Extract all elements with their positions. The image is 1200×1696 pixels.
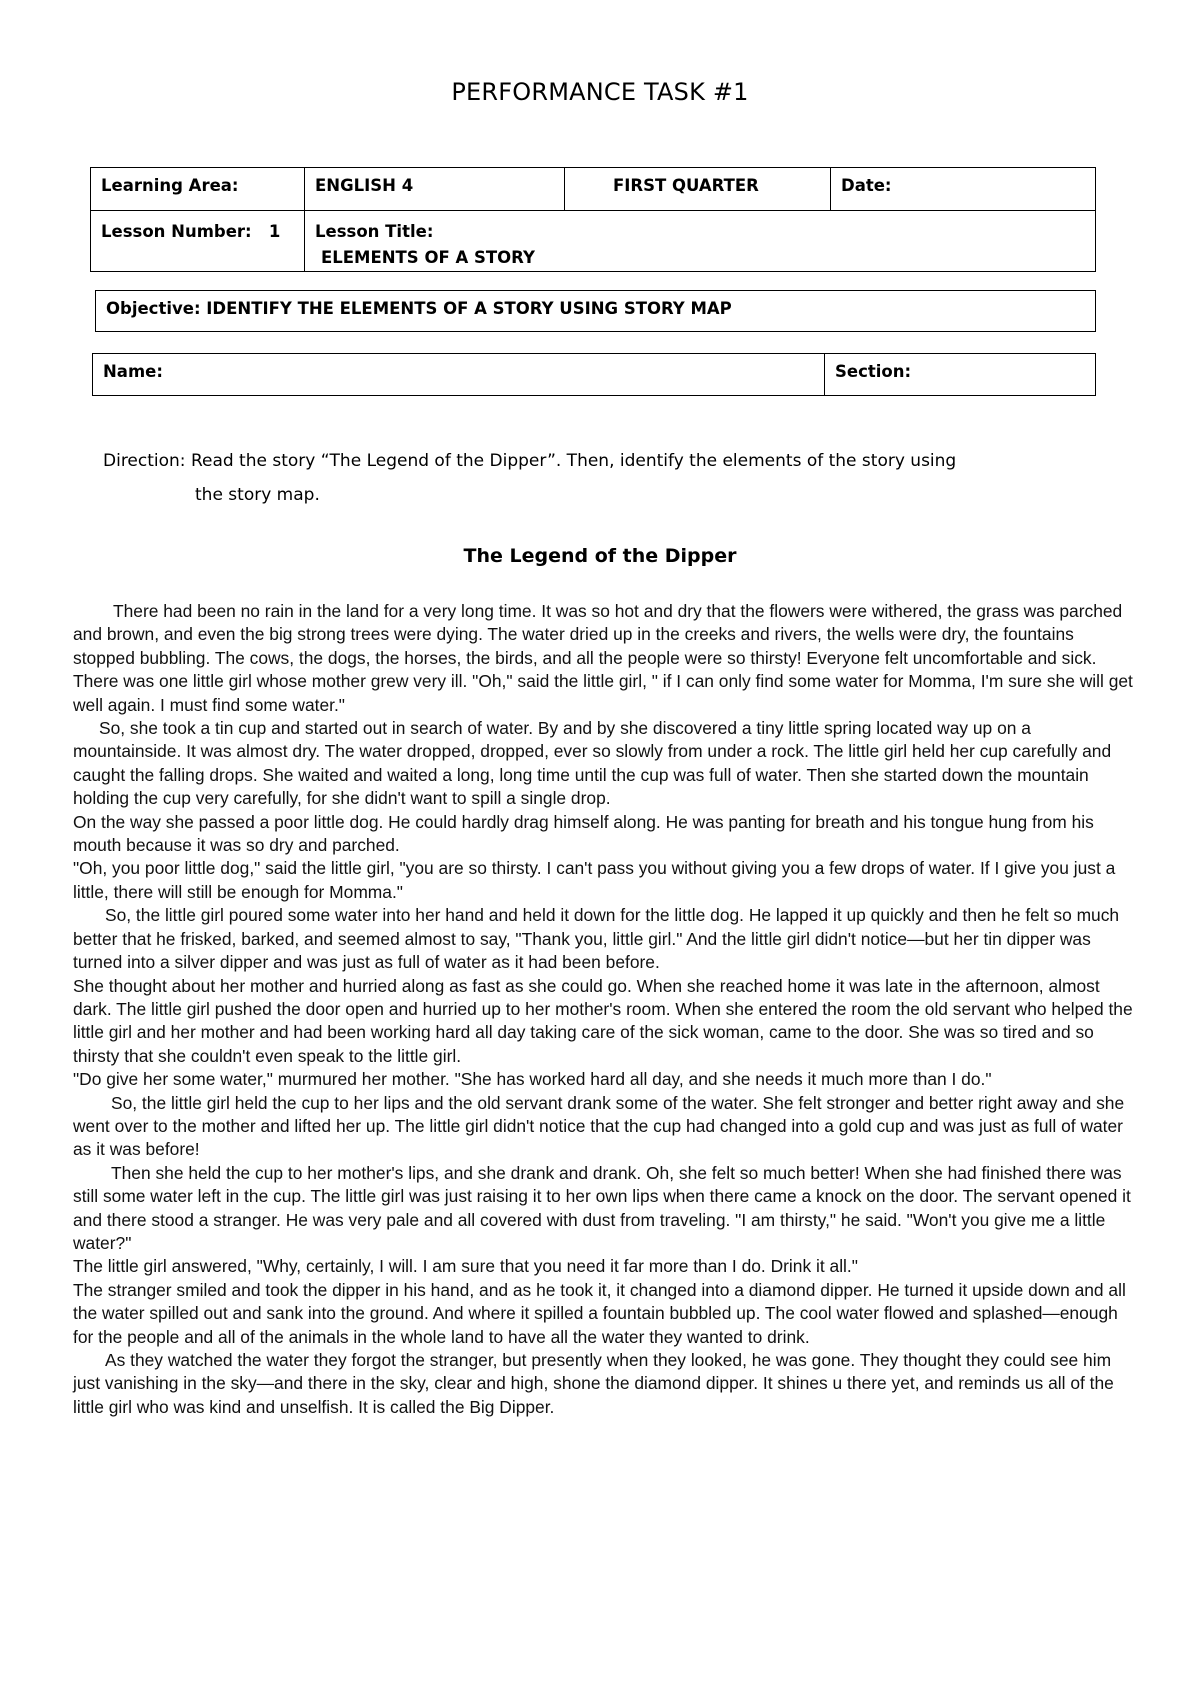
story-paragraph: There was one little girl whose mother grew very ill. "Oh," said the little girl, " if I can only find some water for Momma, I'm sure she will get well again. I must find some water." [73,671,1133,715]
objective-box [95,290,1096,332]
objective-text: Objective: IDENTIFY THE ELEMENTS OF A STORY USING STORY MAP [96,291,1096,332]
direction-line-2: the story map. [195,485,320,505]
story-paragraph: So, she took a tin cup and started out in search of water. By and by she discovered a tiny little spring located way up on a mountainside. It was almost dry. The water dropped, dropped, ever so slowly from under a rock. The little girl held her cup carefully and caught the falling drops. She waited and waited a long, long time until the cup was full of water. Then she started down the mountain holding the cup very carefully, for she didn't want to spill a single drop. [73,718,1112,809]
story-paragraph: There had been no rain in the land for a very long time. It was so hot and dry that the flowers were withered, the grass was parched and brown, and even the big strong trees were dying. The water dried up in the creeks and rivers, the wells were dry, the fountains stopped bubbling. The cows, the dogs, the horses, the birds, and all the people were so thirsty! Everyone felt uncomfortable and sick. [73,601,1123,668]
page-title: PERFORMANCE TASK #1 [451,78,749,106]
direction-line-1: Read the story “The Legend of the Dipper”. Then, identify the elements of the story using [190,451,957,471]
name-field: Name: [93,354,825,396]
story-paragraph: The stranger smiled and took the dipper in his hand, and as he took it, it changed into a diamond dipper. He turned it upside down and all the water spilled out and sank into the ground. And where it spilled a fountain bubbled up. The cool water flowed and splashed—enough for the people and all of the animals in the whole land to have all the water they wanted to drink. [73,1279,1126,1347]
lesson-title-value: ELEMENTS OF A STORY [321,248,535,267]
story-title: The Legend of the Dipper [463,545,737,567]
section-field: Section: [825,354,1096,396]
quarter-cell: FIRST QUARTER [565,168,831,211]
lesson-number-cell [91,211,305,272]
story-paragraph: Then she held the cup to her mother's lips, and she drank and drank. Oh, she felt so much better! When she had finished there was still some water left in the cup. The little girl was just raising it to her own lips when there came a knock on the door. The servant opened it and there stood a stranger. He was very pale and all covered with dust from traveling. "I am thirsty," he said. "Won't you give me a little water?" [73,1162,1131,1253]
lesson-number-value: 1 [268,222,281,241]
learning-area-label: Learning Area: [91,168,305,211]
story-paragraph: "Oh, you poor little dog," said the little girl, "you are so thirsty. I can't pass you without giving you a few drops of water. If I give you just a little, there will still be enough for Momma." [73,858,1116,902]
lesson-info-table [90,167,1096,272]
direction-label: Direction: [103,451,186,471]
story-body [73,600,1133,1419]
learning-area-value: ENGLISH 4 [305,168,565,211]
story-paragraph: She thought about her mother and hurried along as fast as she could go. When she reached home it was late in the afternoon, almost dark. The little girl pushed the door open and hurried up to her mother's room. When she entered the room the old servant who helped the little girl and her mother and had been working hard all day taking care of the sick woman, came to the door. She was so tired and so thirsty that she couldn't even speak to the little girl. [73,975,1133,1066]
story-paragraph: As they watched the water they forgot the stranger, but presently when they looked, he was gone. They thought they could see him just vanishing in the sky—and there in the sky, clear and high, shone the diamond dipper. It shines u there yet, and reminds us all of the little girl who was kind and unselfish. It is called the Big Dipper. [73,1350,1114,1417]
story-paragraph: So, the little girl held the cup to her lips and the old servant drank some of the water. She felt stronger and better right away and she went over to the mother and lifted her up. The little girl didn't notice that the cup had changed into a gold cup and was just as full of water as it was before! [73,1092,1125,1160]
lesson-title-label: Lesson Title: [315,222,434,241]
lesson-title-cell [305,211,1096,272]
story-paragraph: The little girl answered, "Why, certainly, I will. I am sure that you need it far more than I do. Drink it all." [73,1256,858,1277]
story-paragraph: On the way she passed a poor little dog. He could hardly drag himself along. He was panting for breath and his tongue hung from his mouth because it was so dry and parched. [73,811,1094,856]
student-info-table [92,353,1096,396]
direction-text [103,444,1063,512]
lesson-number-label: Lesson Number: [101,222,252,241]
story-paragraph: "Do give her some water," murmured her mother. "She has worked hard all day, and she needs it much more than I do." [73,1069,992,1090]
date-field: Date: [831,168,1096,211]
story-paragraph: So, the little girl poured some water into her hand and held it down for the little dog. He lapped it up quickly and then he felt so much better that he frisked, barked, and seemed almost to say, "Thank you, little girl." And the little girl didn't notice—but her tin dipper was turned into a silver dipper and was just as full of water as it had been before. [73,905,1120,973]
